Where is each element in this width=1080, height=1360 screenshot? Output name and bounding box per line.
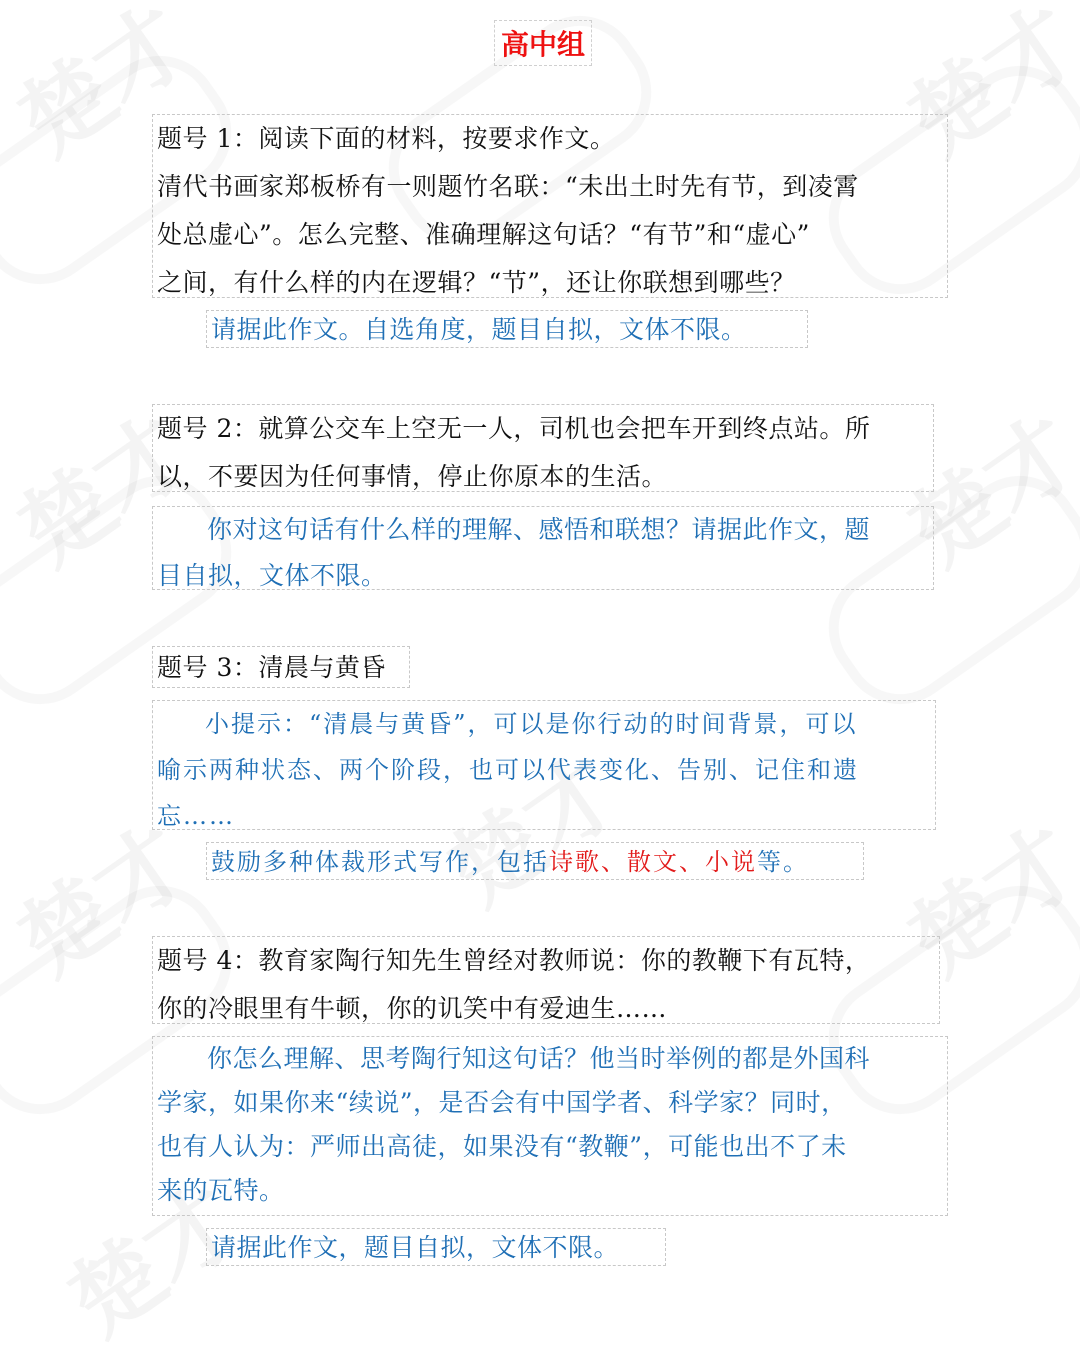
- page-title: 高中组: [494, 20, 592, 66]
- genre-poetry: 诗歌: [549, 848, 601, 876]
- question-3-hint: [152, 700, 936, 830]
- q4-line: 你的冷眼里有牛顿，你的讥笑中有爱迪生……: [157, 994, 668, 1023]
- q1-line: 之间，有什么样的内在逻辑？“节”，还让你联想到哪些？: [157, 268, 796, 297]
- question-3-heading: [152, 646, 410, 688]
- q3-heading-text: 题号 3：清晨与黄昏: [157, 653, 386, 682]
- genre-separator: 、: [679, 848, 705, 876]
- q4-instruction-line: 也有人认为：严师出高徒，如果没有“教鞭”，可能也出不了未: [157, 1132, 847, 1161]
- question-1-instruction: [206, 310, 808, 348]
- q4-line: 题号 4：教育家陶行知先生曾经对教师说：你的教鞭下有瓦特，: [157, 946, 871, 975]
- genre-prose: 散文: [627, 848, 679, 876]
- q2-line: 以，不要因为任何事情，停止你原本的生活。: [157, 462, 668, 491]
- q4-instruction-line: 你怎么理解、思考陶行知这句话？他当时举例的都是外国科: [207, 1044, 871, 1073]
- q2-line: 题号 2：就算公交车上空无一人，司机也会把车开到终点站。所: [157, 414, 871, 443]
- question-2-instruction: [152, 506, 934, 590]
- question-4-prompt: [152, 936, 940, 1024]
- q1-line: 清代书画家郑板桥有一则题竹名联：“未出土时先有节，到凌霄: [157, 172, 859, 201]
- q4-instruction-line: 来的瓦特。: [157, 1176, 285, 1205]
- q2-instruction-line: 目自拟，文体不限。: [157, 561, 387, 590]
- q3-hint-line: 喻示两种状态、两个阶段，也可以代表变化、告别、记住和遗: [157, 756, 859, 784]
- q1-instruction-text: 请据此作文。自选角度，题目自拟，文体不限。: [211, 315, 747, 344]
- question-1-prompt: [152, 114, 948, 298]
- q4-final-text: 请据此作文，题目自拟，文体不限。: [211, 1233, 620, 1262]
- q3-hint-line: 小提示：“清晨与黄昏”，可以是你行动的时间背景，可以: [205, 710, 858, 738]
- q2-instruction-line: 你对这句话有什么样的理解、感悟和联想？请据此作文，题: [207, 515, 871, 544]
- q3-encourage-suffix: 等。: [757, 848, 809, 876]
- genre-separator: 、: [601, 848, 627, 876]
- q3-encourage-prefix: 鼓励多种体裁形式写作，包括: [211, 848, 549, 876]
- q4-instruction-line: 学家，如果你来“续说”，是否会有中国学者、科学家？同时，: [157, 1088, 847, 1117]
- question-2-prompt: [152, 404, 934, 492]
- q1-line: 题号 1：阅读下面的材料，按要求作文。: [157, 124, 616, 153]
- question-4-instruction: [152, 1036, 948, 1216]
- q3-hint-line: 忘……: [157, 802, 235, 830]
- genre-novel: 小说: [705, 848, 757, 876]
- question-3-encourage: [206, 842, 864, 880]
- question-4-final-instruction: [206, 1228, 666, 1266]
- q1-line: 处总虚心”。怎么完整、准确理解这句话？“有节”和“虚心”: [157, 220, 810, 249]
